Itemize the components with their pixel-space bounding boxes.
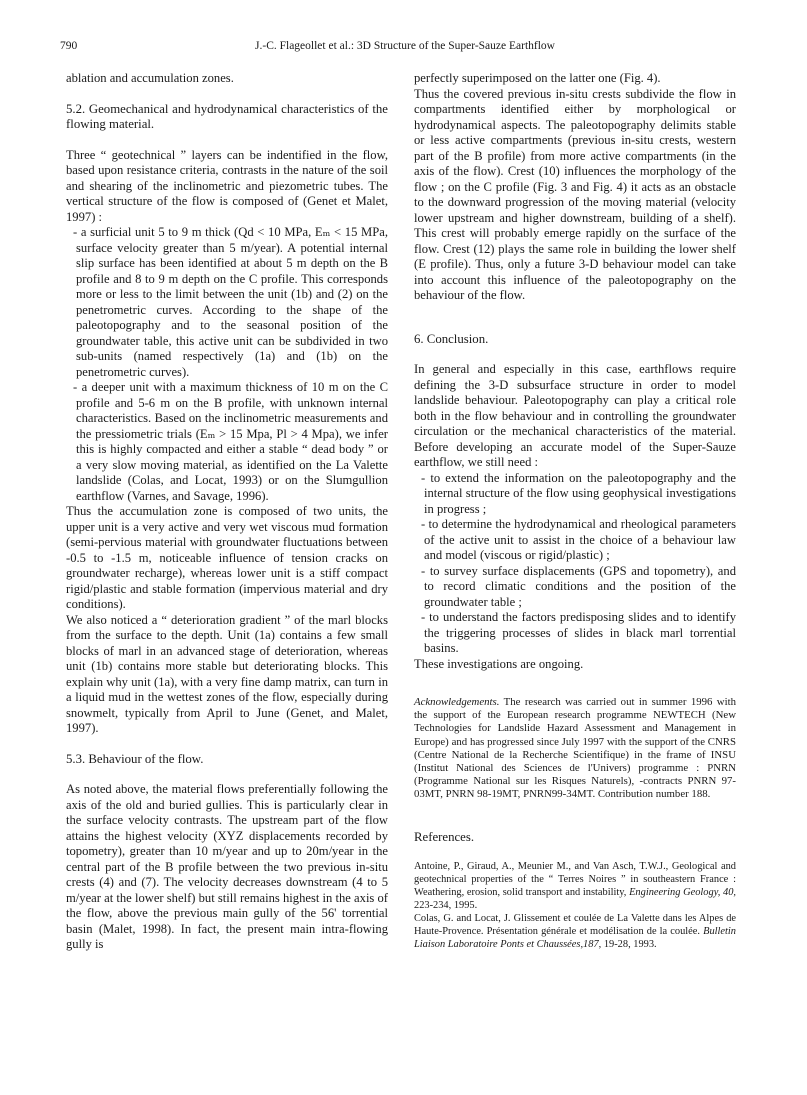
list-item: - to extend the information on the paleotopography and the internal structure of the flow using geophysical investigations in progress ; [421, 470, 736, 516]
acknowledgements-label: Acknowledgements. [414, 696, 500, 708]
paragraph: Thus the accumulation zone is composed of two units, the upper unit is a very active and very wet viscous mud formation (semi-pervious material with groundwater fluctuations between -0.5 to -1.5 m, noticeable influence of tension cracks on groundwater recharge), whereas lower unit is a stiff compact rigid/plastic and stable formation (impervious material and dry conditions). [66, 504, 388, 611]
paragraph: In general and especially in this case, earthflows require defining the 3-D subsurface structure in order to model landslide behaviour. Paleotopography can play a critical role both in the flow behaviour and in controlling the groundwater circulation or the mechanical characteristics of the material. Before developing an accurate model of the Super-Sauze earthflow, we still need : [414, 362, 736, 469]
list-item: - to survey surface displacements (GPS and topometry), and to record climatic conditions and the position of the groundwater table ; [421, 563, 736, 609]
list-item: - to determine the hydrodynamical and rheological parameters of the active unit to assist in the choice of a behaviour law and model (viscous or rigid/plastic) ; [421, 517, 736, 562]
section-heading-5-3: 5.3. Behaviour of the flow. [66, 751, 204, 766]
page-header [60, 40, 750, 56]
reference-tail: 19-28, 1993. [601, 939, 657, 951]
left-column [66, 71, 388, 953]
section-heading-6: 6. Conclusion. [414, 331, 489, 346]
reference-text: Antoine, P., Giraud, A., Meunier M., and Van Asch, T.W.J., Geological and geotechnical properties of the “ Terres Noires ” in southeastern France : Weathering, erosion, solid transport and instability, [414, 861, 736, 899]
list-item: - a deeper unit with a maximum thickness of 10 m on the C profile and 5-6 m on the B profile, with unknown internal characteristics. Based on the inclinometric measurements and the pressiometric trials (Eₘ > 15 Mpa, Pl > 4 Mpa), we infer this is highly compacted and either a stable “ dead body ” or a very slow moving material, as identified on the La Valette landslide (Colas, and Locat, 1993) or on the Slumgullion earthflow (Varnes, and Savage, 1996). [73, 380, 388, 503]
references-heading: References. [414, 829, 475, 844]
paragraph: As noted above, the material flows preferentially following the axis of the old and buried gullies. This is particularly clear in the surface velocity contrasts. The upstream part of the flow attains the highest velocity (XYZ displacements recorded by topometry), greater than 10 m/year and up to 20m/year in the central part of the B profile between the two previous in-situ crests (4) and (7). The velocity decreases downstream (4 to 5 m/year at the lower shelf) but still remains highest in the axis of the flow, above the previous main gully of the 56' torrential basin (Malet, 1998). In fact, the present main intra-flowing gully is [66, 782, 388, 951]
paragraph: We also noticed a “ deterioration gradient ” of the marl blocks from the surface to the depth. Unit (1a) contains a few small blocks of marl in an advanced stage of deterioration, whereas unit (1b) contains more stable but deteriorating blocks. This explain why unit (1a), with a very fine damp matrix, can turn in a liquid mud in the wettest zones of the flow, especially during snowmelt, typically from April to June (Genet, and Malet, 1997). [66, 612, 388, 735]
paragraph: These investigations are ongoing. [414, 656, 584, 671]
reference-entry [414, 860, 736, 912]
running-head: J.-C. Flageollet et al.: 3D Structure of the Super-Sauze Earthflow [255, 40, 555, 52]
paragraph: ablation and accumulation zones. [66, 71, 234, 85]
acknowledgements-text: The research was carried out in summer 1996 with the support of the European research programme NEWTECH (New Technologies for Landslide Hazard Assessment and Management in Europe) and has progressed since July 1997 with the support of the CNRS (Centre National de la Recherche Scientifique) in the frame of INSU (Institut National des Sciences de l'Univers) programme : PNRN (Programme National sur les Risques Naturels), -contracts PNRN 97-03MT, PNRN 98-19MT, PNRN99-34MT. Contribution number 188. [414, 696, 736, 801]
list-item: - to understand the factors predisposing slides and to identify the triggering processes of slides in black marl torrential basins. [421, 610, 736, 655]
paragraph: Three “ geotechnical ” layers can be indentified in the flow, based upon resistance criteria, contrasts in the nature of the soil and shearing of the inclinometric and piezometric tubes. The vertical structure of the flow is composed of (Genet et Malet, 1997) : [66, 147, 388, 224]
section-heading-5-2: 5.2. Geomechanical and hydrodynamical characteristics of the flowing material. [66, 101, 388, 131]
acknowledgements [414, 696, 736, 802]
reference-tail: 223-234, 1995. [414, 900, 478, 912]
list-item: - a surficial unit 5 to 9 m thick (Qd < 10 MPa, Eₘ < 15 MPa, surface velocity greater than 5 m/year). A potential internal slip surface has been identified at about 5 m depth on the B profile and 8 to 9 m depth on the C profile. This corresponds more or less to the limit between the unit (1b) and (2) on the penetrometric curves. According to the shape of the paleotopography and to the seasonal position of the groundwater table, this active unit can be subdivided in two sub-units (named respectively (1a) and (1b) on the penetrometric curves). [73, 225, 388, 379]
paragraph: perfectly superimposed on the latter one (Fig. 4). [414, 71, 661, 85]
paragraph: Thus the covered previous in-situ crests subdivide the flow in compartments identified either by morphological or hydrodynamical aspects. The paleotopography delimits stable or less active compartments (previous in-situ crests, western part of the B profile) from more active compartments (in the axis of the flow). Crest (10) influences the morphology of the flow ; on the C profile (Fig. 3 and Fig. 4) it acts as an obstacle to the downward progression of the moving material (velocity lower upstream and higher downstream, building of a shelf). This crest will probably emerge rapidly on the surface of the flow. Crest (12) plays the same role in building the lower shelf (E profile). Thus, only a future 3-D behaviour model can take into account this influence of the paleotopography on the behaviour of the flow. [414, 86, 736, 302]
reference-journal: Engineering Geology, 40, [629, 887, 736, 899]
reference-journal: Bulletin Liaison Laboratoire Ponts et Chaussées,187, [414, 926, 736, 951]
reference-text: Colas, G. and Locat, J. Glissement et coulée de La Valette dans les Alpes de Haute-Provence. Présentation générale et modélisation de la coulée. [414, 913, 736, 938]
right-column [414, 71, 736, 951]
reference-entry [414, 912, 736, 951]
page-number: 790 [60, 40, 78, 52]
